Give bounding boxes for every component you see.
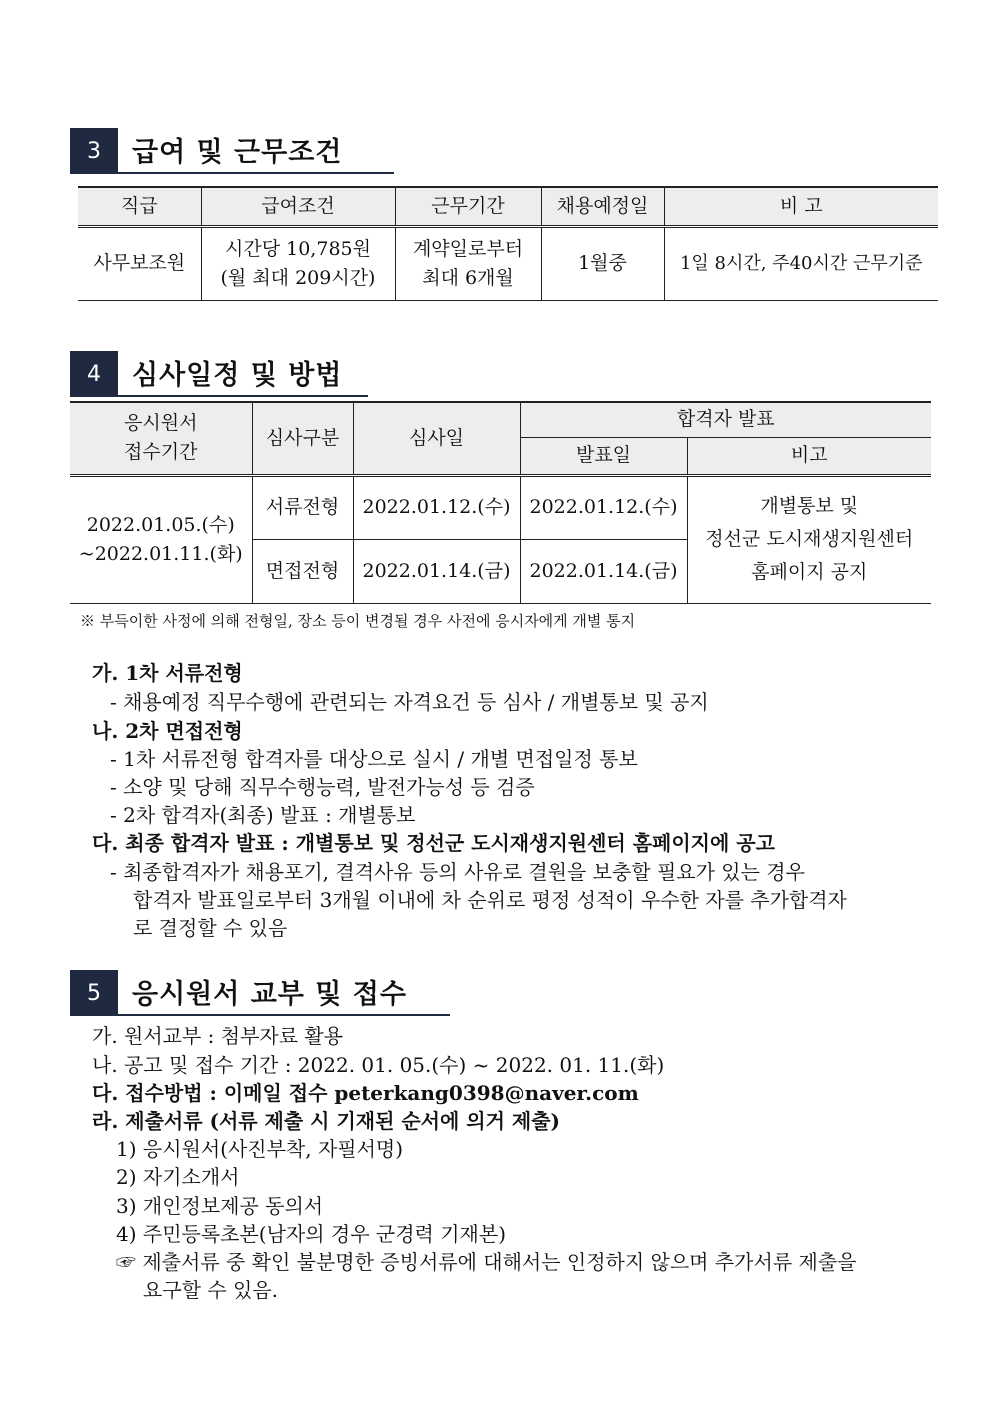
sub-heading: 가. 1차 서류전형 [92, 661, 243, 685]
notice-continuation: 요구할 수 있음. [143, 1278, 278, 1302]
bullet-continuation: 합격자 발표일로부터 3개월 이내에 차 순위로 평정 성적이 우수한 자를 추가합격자 [133, 888, 847, 912]
section-4-header [70, 351, 370, 397]
bullet-continuation: 로 결정할 수 있음 [133, 916, 288, 940]
header-apply-line-1: 응시원서 [124, 412, 198, 435]
table-row [78, 226, 938, 300]
section-number: 3 [70, 128, 118, 174]
bullet-line: - 채용예정 직무수행에 관련되는 자격요건 등 심사 / 개별통보 및 공지 [110, 690, 709, 714]
header-screen-type: 심사구분 [252, 402, 353, 475]
screening-schedule-table [70, 401, 931, 604]
apply-line-2: ~2022.01.11.(화) [78, 542, 243, 565]
screen-date-cell: 2022.01.12.(수) [353, 475, 520, 539]
header-cell: 채용예정일 [541, 187, 664, 226]
table-row [70, 475, 931, 539]
section-5-header [70, 970, 450, 1016]
apply-period-cell [70, 475, 252, 603]
result-note-line-2: 정선군 도시재생지원센터 [705, 528, 914, 550]
section-3-header [70, 128, 394, 174]
period-line-2: 최대 6개월 [422, 266, 514, 289]
period-line-1: 계약일로부터 [412, 237, 524, 260]
info-line: 나. 공고 및 접수 기간 : 2022. 01. 05.(수) ~ 2022. 01. 11.(화) [92, 1053, 665, 1077]
document-item: 1) 응시원서(사진부착, 자필서명) [116, 1137, 404, 1161]
header-cell: 직급 [78, 187, 201, 226]
header-result-date: 발표일 [520, 437, 687, 475]
header-cell: 급여조건 [201, 187, 395, 226]
rank-cell: 사무보조원 [78, 226, 201, 300]
sub-heading: 다. 최종 합격자 발표 : 개별통보 및 정선군 도시재생지원센터 홈페이지에 공고 [92, 831, 775, 855]
screen-type-cell: 면접전형 [252, 539, 353, 603]
screen-type-cell: 서류전형 [252, 475, 353, 539]
header-apply-line-2: 접수기간 [124, 441, 198, 464]
header-cell: 근무기간 [395, 187, 541, 226]
section-number: 4 [70, 351, 118, 397]
section-underline [118, 395, 368, 397]
pay-conditions-table [78, 186, 938, 301]
table-footnote: ※ 부득이한 사정에 의해 전형일, 장소 등이 변경될 경우 사전에 응시자에게 개별 통지 [80, 612, 636, 630]
hire-date-cell: 1월중 [541, 226, 664, 300]
remark-cell: 1일 8시간, 주40시간 근무기준 [679, 253, 923, 274]
table-header-row [78, 187, 938, 226]
period-cell [395, 226, 541, 300]
document-item: 4) 주민등록초본(남자의 경우 군경력 기재본) [116, 1222, 507, 1246]
bullet-line: - 2차 합격자(최종) 발표 : 개별통보 [110, 803, 416, 827]
info-line: 가. 원서교부 : 첨부자료 활용 [92, 1024, 344, 1048]
result-date-cell: 2022.01.12.(수) [520, 475, 687, 539]
section-underline [118, 1014, 450, 1016]
section-number: 5 [70, 970, 118, 1016]
sub-heading: 나. 2차 면접전형 [92, 719, 243, 743]
section-title: 심사일정 및 방법 [132, 360, 343, 391]
result-note-line-1: 개별통보 및 [760, 495, 859, 517]
pay-cell [201, 226, 395, 300]
section-title: 급여 및 근무조건 [132, 137, 343, 168]
bullet-line: - 소양 및 당해 직무수행능력, 발전가능성 등 검증 [110, 775, 535, 799]
notice-line: ☞ 제출서류 중 확인 불분명한 증빙서류에 대해서는 인정하지 않으며 추가서류 제출을 [116, 1250, 857, 1274]
header-apply-period [70, 402, 252, 475]
table-header-row [70, 402, 931, 437]
section-title: 응시원서 교부 및 접수 [132, 979, 407, 1010]
apply-line-1: 2022.01.05.(수) [86, 513, 235, 536]
screen-date-cell: 2022.01.14.(금) [353, 539, 520, 603]
header-cell: 비 고 [664, 187, 938, 226]
section-underline [118, 172, 394, 174]
result-note-line-3: 홈페이지 공지 [751, 561, 868, 583]
header-result-note: 비고 [687, 437, 931, 475]
bullet-line: - 1차 서류전형 합격자를 대상으로 실시 / 개별 면접일정 통보 [110, 747, 638, 771]
info-line: 다. 접수방법 : 이메일 접수 peterkang0398@naver.com [92, 1081, 639, 1105]
header-result: 합격자 발표 [520, 402, 931, 437]
pay-line-1: 시간당 10,785원 [225, 237, 371, 260]
info-line: 라. 제출서류 (서류 제출 시 기재된 순서에 의거 제출) [92, 1109, 560, 1133]
pay-line-2: (월 최대 209시간) [220, 266, 376, 289]
document-item: 2) 자기소개서 [116, 1165, 240, 1189]
header-screen-date: 심사일 [353, 402, 520, 475]
result-note-cell [687, 475, 931, 603]
bullet-line: - 최종합격자가 채용포기, 결격사유 등의 사유로 결원을 보충할 필요가 있는 경우 [110, 860, 805, 884]
result-date-cell: 2022.01.14.(금) [520, 539, 687, 603]
document-item: 3) 개인정보제공 동의서 [116, 1194, 324, 1218]
